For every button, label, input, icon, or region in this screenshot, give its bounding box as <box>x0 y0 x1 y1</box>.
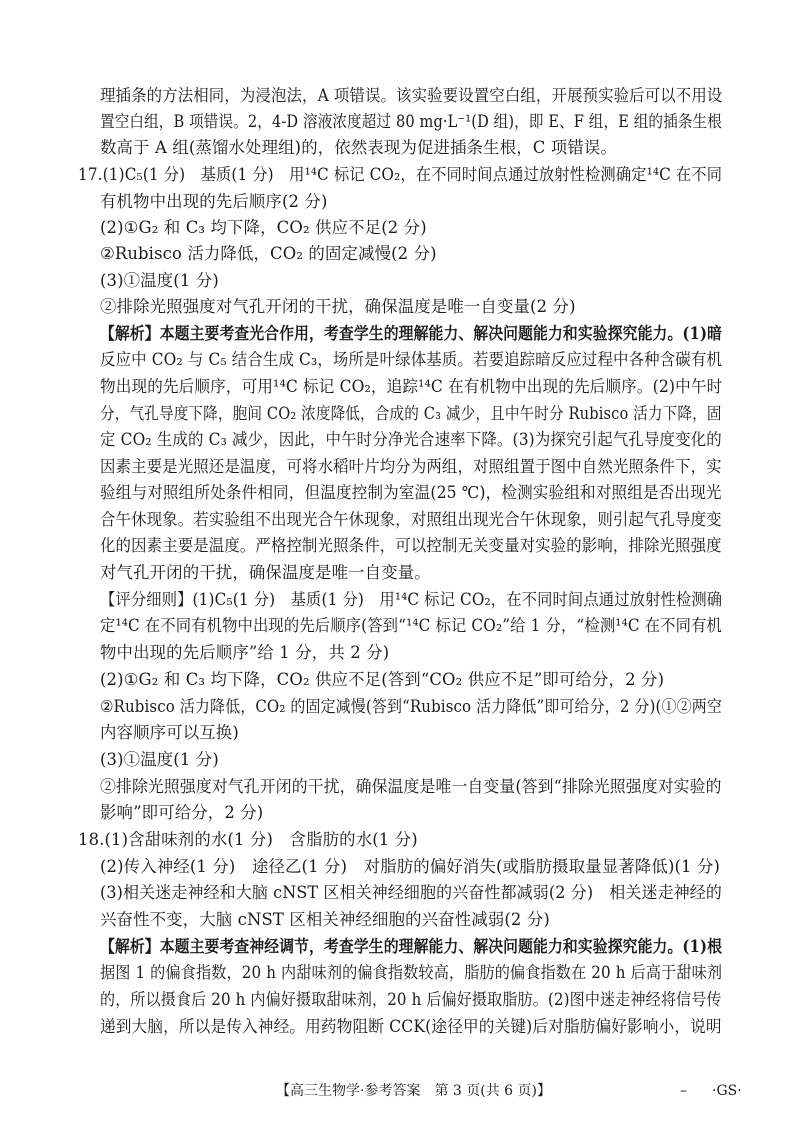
text-line: 递到大脑，所以是传入神经。用药物阻断 CCK(途径甲的关键)后对脂肪偏好影响小，说明 <box>100 1017 722 1036</box>
text-line: 定¹⁴C 在不同有机物中出现的先后顺序(答到“¹⁴C 标记 CO₂”给 1 分，“检测¹⁴C 在不同有机 <box>100 616 722 635</box>
text-line: ②Rubisco 活力降低，CO₂ 的固定减慢(2 分) <box>100 244 437 263</box>
text-line: 分，气孔导度下降，胞间 CO₂ 浓度降低，合成的 C₃ 减少，且中午时分 Rubisco 活力下降，固 <box>100 404 722 423</box>
text-line: 数高于 A 组(蒸馏水处理组)的，依然表现为促进插条生根，C 项错误。 <box>100 138 617 157</box>
text-line: (3)①温度(1 分) <box>100 750 219 769</box>
scoring-heading-line: 【评分细则】(1)C₅(1 分) 基质(1 分) 用¹⁴C 标记 CO₂，在不同时间点通过放射性检测确 <box>100 590 723 609</box>
text-line: 物出现的先后顺序，可用¹⁴C 标记 CO₂，追踪¹⁴C 在有机物中出现的先后顺序。(2)中午时 <box>100 377 723 396</box>
text-line: 兴奋性不变，大脑 cNST 区相关神经细胞的兴奋性减弱(2 分) <box>100 910 550 929</box>
text-line: ②Rubisco 活力降低，CO₂ 的固定减慢(答到“Rubisco 活力降低”即可给分，2 分)(①②两空 <box>100 697 722 716</box>
text-line: 化的因素主要是温度。严格控制光照条件，可以控制无关变量对实验的影响，排除光照强度 <box>100 536 722 555</box>
footer-dash: – <box>680 1083 687 1099</box>
text-line: 内容顺序可以互换) <box>100 723 239 742</box>
text-line: (3)相关迷走神经和大脑 cNST 区相关神经细胞的兴奋性都减弱(2 分) 相关迷走神经的 <box>100 883 723 902</box>
text-line: 因素主要是光照还是温度，可将水稻叶片均分为两组，对照组置于图中自然光照条件下，实 <box>100 457 722 476</box>
text-line: 影响”即可给分，2 分) <box>100 803 264 822</box>
text-line: 17.(1)C₅(1 分) 基质(1 分) 用¹⁴C 标记 CO₂，在不同时间点通过放射性检测确定¹⁴C 在不同 <box>78 165 723 184</box>
text-line: 反应中 CO₂ 与 C₅ 结合生成 C₃，场所是叶绿体基质。若要追踪暗反应过程中各种含碳有机 <box>100 350 723 369</box>
text-line: ②排除光照强度对气孔开闭的干扰，确保温度是唯一自变量(答到“排除光照强度对实验的 <box>100 777 722 796</box>
text-line: 对气孔开闭的干扰，确保温度是唯一自变量。 <box>100 563 431 582</box>
text-line: 18.(1)含甜味剂的水(1 分) 含脂肪的水(1 分) <box>78 830 418 849</box>
text-line: (2)①G₂ 和 C₃ 均下降，CO₂ 供应不足(2 分) <box>100 218 427 237</box>
text-line: 合午休现象。若实验组不出现光合午休现象，对照组出现光合午休现象，则引起气孔导度变 <box>100 510 722 529</box>
text-line: (2)传入神经(1 分) 途径乙(1 分) 对脂肪的偏好消失(或脂肪摄取量显著降低)(1 分) <box>100 857 721 876</box>
text-line: ②排除光照强度对气孔开闭的干扰，确保温度是唯一自变量(2 分) <box>100 297 576 316</box>
text-line: (2)①G₂ 和 C₃ 均下降，CO₂ 供应不足(答到“CO₂ 供应不足”即可给分，2 分) <box>100 670 665 689</box>
text-line: 物中出现的先后顺序”给 1 分，共 2 分) <box>100 643 390 662</box>
footer-code: ·GS· <box>712 1083 742 1099</box>
text-line: 理插条的方法相同，为浸泡法，A 项错误。该实验要设置空白组，开展预实验后可以不用设 <box>100 86 723 105</box>
text-line: 置空白组，B 项错误。2，4-D 溶液浓度超过 80 mg·L⁻¹(D 组)，即 E、F 组，E 组的插条生根 <box>100 112 722 131</box>
text-line: 验组与对照组所处条件相同，但温度控制为室温(25 ℃)，检测实验组和对照组是否出现光 <box>100 483 722 502</box>
text-line: 有机物中出现的先后顺序(2 分) <box>100 192 328 211</box>
analysis-heading-line: 【解析】本题主要考查神经调节，考查学生的理解能力、解决问题能力和实验探究能力。(1)根 <box>100 937 723 956</box>
text-line: 定 CO₂ 生成的 C₃ 减少，因此，中午时分净光合速率下降。(3)为探究引起气孔导度变化的 <box>100 430 722 449</box>
analysis-heading-line: 【解析】本题主要考查光合作用，考查学生的理解能力、解决问题能力和实验探究能力。(1)暗 <box>100 324 723 343</box>
text-line: (3)①温度(1 分) <box>100 271 219 290</box>
text-line: 据图 1 的偏食指数，20 h 内甜味剂的偏食指数较高，脂肪的偏食指数在 20 h 后高于甜味剂 <box>100 963 723 982</box>
footer-label: 【高三生物学·参考答案 第 3 页(共 6 页)】 <box>276 1083 551 1099</box>
text-line: 的，所以摄食后 20 h 内偏好摄取甜味剂，20 h 后偏好摄取脂肪。(2)图中迷走神经将信号传 <box>100 990 722 1009</box>
